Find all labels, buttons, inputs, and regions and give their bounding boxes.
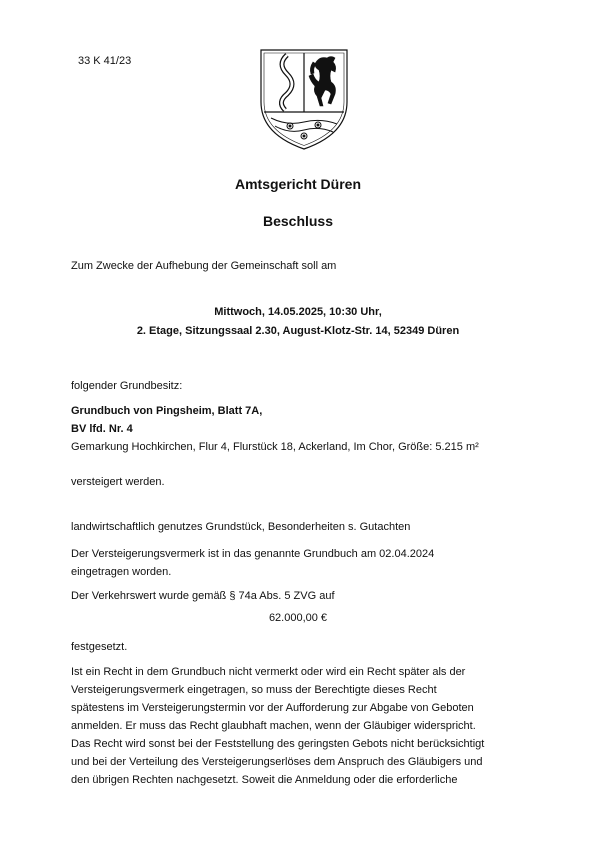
festgesetzt-text: festgesetzt. <box>71 641 128 653</box>
auction-date: Mittwoch, 14.05.2025, 10:30 Uhr, <box>214 306 382 318</box>
auction-location: 2. Etage, Sitzungssaal 2.30, August-Klotz-Str. 14, 52349 Düren <box>136 325 460 337</box>
rechte-paragraph <box>71 663 526 789</box>
grundbuch-line: Grundbuch von Pingsheim, Blatt 7A, <box>71 405 263 417</box>
rechte-line: und bei der Verteilung des Versteigerungserlöses dem Anspruch des Gläubigers und <box>71 756 483 768</box>
intro-text: Zum Zwecke der Aufhebung der Gemeinschaft soll am <box>71 260 337 272</box>
versteigert-text: versteigert werden. <box>71 476 165 488</box>
case-number: 33 K 41/23 <box>78 55 132 67</box>
verkehrswert-amount: 62.000,00 € <box>268 612 328 624</box>
rechte-line: spätestens im Versteigerungstermin vor der Aufforderung zur Abgabe von Geboten <box>71 702 474 714</box>
rechte-line: anmelden. Er muss das Recht glaubhaft machen, wenn der Gläubiger widerspricht. <box>71 720 476 732</box>
rechte-line: Ist ein Recht in dem Grundbuch nicht vermerkt oder wird ein Recht später als der <box>71 666 466 678</box>
rechte-line: den übrigen Rechten nachgesetzt. Soweit die Anmeldung oder die erforderliche <box>71 774 458 786</box>
gemarkung-line: Gemarkung Hochkirchen, Flur 4, Flurstück 18, Ackerland, Im Chor, Größe: 5.215 m² <box>71 441 479 453</box>
vermerk-line-1: Der Versteigerungsvermerk ist in das genannte Grundbuch am 02.04.2024 <box>71 548 435 560</box>
vermerk-line-2: eingetragen worden. <box>71 566 172 578</box>
document-title: Beschluss <box>262 213 334 229</box>
verkehrswert-text: Der Verkehrswert wurde gemäß § 74a Abs. 5 ZVG auf <box>71 590 335 602</box>
rechte-line: Das Recht wird sonst bei der Feststellung des geringsten Gebots nicht berücksichtigt <box>71 738 485 750</box>
court-name: Amtsgericht Düren <box>234 176 362 192</box>
coat-of-arms-icon <box>257 46 351 152</box>
rechte-line: Versteigerungsvermerk eingetragen, so muss der Berechtigte dieses Recht <box>71 684 437 696</box>
bv-line: BV lfd. Nr. 4 <box>71 423 133 435</box>
property-intro: folgender Grundbesitz: <box>71 380 183 392</box>
nutzung-text: landwirtschaftlich genutzes Grundstück, Besonderheiten s. Gutachten <box>71 521 411 533</box>
